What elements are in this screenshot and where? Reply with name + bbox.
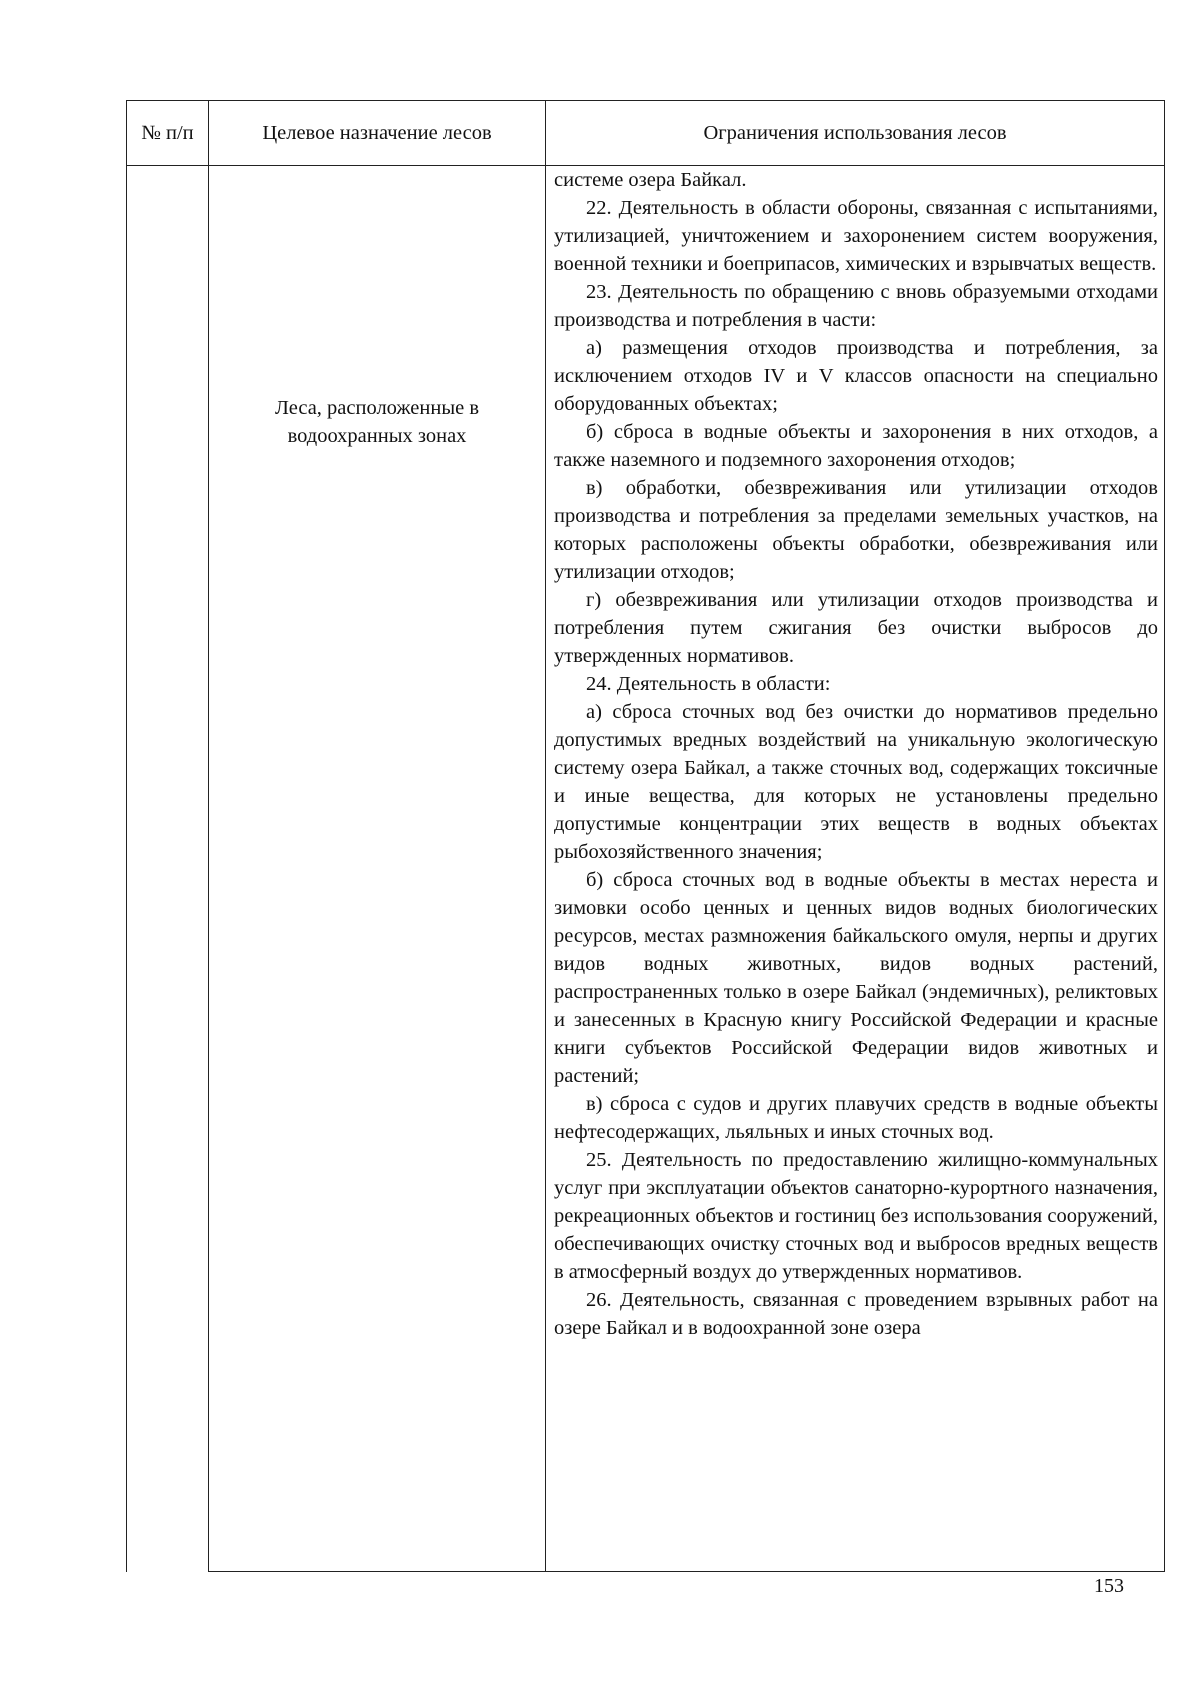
restriction-paragraph: 23. Деятельность по обращению с вновь образуемыми отходами производства и потребления в части: [554,281,1158,331]
restriction-paragraph: а) сброса сточных вод без очистки до нормативов предельно допустимых вредных воздействий на уникальную экологическую систему озера Байкал, а также сточных вод, содержащих токсичные и иные вещества, для которых не установлены предельно допустимые концентрации этих веществ в водных объектах рыбохозяйственного значения; [554,701,1158,863]
restriction-paragraph: б) сброса в водные объекты и захоронения в них отходов, а также наземного и подземного захоронения отходов; [554,421,1158,471]
header-forest-purpose: Целевое назначение лесов [209,101,546,166]
restrictions-list [554,166,1158,1342]
row-number-cell [127,166,209,1572]
restriction-paragraph: в) сброса с судов и других плавучих средств в водные объекты нефтесодержащих, льяльных и иных сточных вод. [554,1093,1158,1143]
restriction-paragraph: 25. Деятельность по предоставлению жилищно-коммунальных услуг при эксплуатации объектов санаторно-курортного назначения, рекреационных объектов и гостиниц без использования сооружений, обеспечивающих очистку сточных вод и выбросов вредных веществ в атмосферный воздух до утвержденных нормативов. [554,1149,1158,1283]
restriction-paragraph: 22. Деятельность в области обороны, связанная с испытаниями, утилизацией, уничтожением и захоронением систем вооружения, военной техники и боеприпасов, химических и взрывчатых веществ. [554,197,1158,275]
forest-purpose-cell [209,166,546,1572]
restrictions-cell [546,166,1165,1572]
restrictions-table [126,100,1165,1572]
restriction-paragraph: а) размещения отходов производства и потребления, за исключением отходов IV и V классов опасности на специально оборудованных объектах; [554,337,1158,415]
table-header-row [127,101,1165,166]
forest-purpose-text: Леса, расположенные в водоохранных зонах [274,397,480,447]
restriction-paragraph: г) обезвреживания или утилизации отходов производства и потребления путем сжигания без очистки выбросов до утвержденных нормативов. [554,589,1158,667]
page-number: 153 [1094,1575,1124,1597]
restriction-paragraph: 26. Деятельность, связанная с проведением взрывных работ на озере Байкал и в водоохранной зоне озера [554,1289,1158,1339]
restriction-paragraph: б) сброса сточных вод в водные объекты в местах нереста и зимовки особо ценных и ценных видов водных биологических ресурсов, местах размножения байкальского омуля, нерпы и других видов водных животных, видов водных растений, распространенных только в озере Байкал (эндемичных), реликтовых и занесенных в Красную книгу Российской Федерации и красные книги субъектов Российской Федерации видов животных и растений; [554,869,1158,1087]
restriction-paragraph: 24. Деятельность в области: [586,673,831,695]
restriction-paragraph: системе озера Байкал. [554,169,747,191]
restriction-paragraph: в) обработки, обезвреживания или утилизации отходов производства и потребления за пределами земельных участков, на которых расположены объекты обработки, обезвреживания или утилизации отходов; [554,477,1158,583]
header-forest-restrictions: Ограничения использования лесов [546,101,1165,166]
table-row [127,166,1165,1572]
header-number: № п/п [127,101,209,166]
